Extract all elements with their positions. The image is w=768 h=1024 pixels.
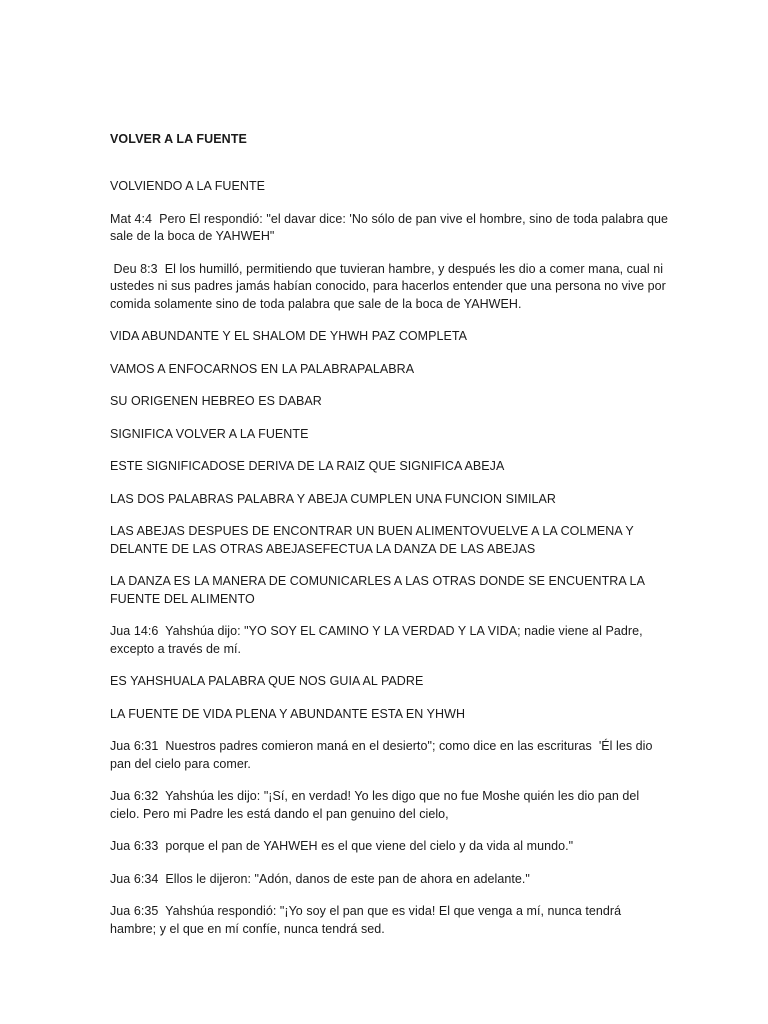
paragraph-jua-6-31: Jua 6:31 Nuestros padres comieron maná en el desierto"; como dice en las escrituras 'Él les dio pan del cielo para comer. <box>110 739 657 771</box>
paragraph-significa: SIGNIFICA VOLVER A LA FUENTE <box>110 426 309 441</box>
paragraph-abejas-colmena: LAS ABEJAS DESPUES DE ENCONTRAR UN BUEN ALIMENTOVUELVE A LA COLMENA Y DELANTE DE LAS OTRAS ABEJASEFECTUA LA DANZA DE LAS ABEJAS <box>110 524 638 556</box>
paragraph-funcion-similar: LAS DOS PALABRAS PALABRA Y ABEJA CUMPLEN UNA FUNCION SIMILAR <box>110 491 556 506</box>
document-title: VOLVER A LA FUENTE <box>110 132 247 146</box>
paragraph-danza: LA DANZA ES LA MANERA DE COMUNICARLES A LAS OTRAS DONDE SE ENCUENTRA LA FUENTE DEL ALIMENTO <box>110 574 648 606</box>
paragraph-raiz-abeja: ESTE SIGNIFICADOSE DERIVA DE LA RAIZ QUE SIGNIFICA ABEJA <box>110 459 505 473</box>
paragraph-jua-6-32: Jua 6:32 Yahshúa les dijo: "¡Sí, en verdad! Yo les digo que no fue Moshe quién les dio pan del cielo. Pero mi Padre les está dando el pan genuino del cielo, <box>110 789 643 821</box>
paragraph-origen-hebreo: SU ORIGENEN HEBREO ES DABAR <box>110 394 322 408</box>
paragraph-jua-6-33: Jua 6:33 porque el pan de YAHWEH es el que viene del cielo y da vida al mundo." <box>110 839 574 853</box>
paragraph-mat-4-4: Mat 4:4 Pero El respondió: "el davar dice: 'No sólo de pan vive el hombre, sino de toda palabra que sale de la boca de YAHWEH" <box>110 211 672 243</box>
paragraph-heading: VOLVIENDO A LA FUENTE <box>110 179 266 193</box>
paragraph-enfocarnos: VAMOS A ENFOCARNOS EN LA PALABRAPALABRA <box>110 361 415 376</box>
paragraph-jua-14-6: Jua 14:6 Yahshúa dijo: "YO SOY EL CAMINO Y LA VERDAD Y LA VIDA; nadie viene al Padre, excepto a través de mí. <box>110 624 647 656</box>
paragraph-fuente-vida: LA FUENTE DE VIDA PLENA Y ABUNDANTE ESTA EN YHWH <box>110 706 466 721</box>
document-page <box>110 130 670 953</box>
paragraph-jua-6-34: Jua 6:34 Ellos le dijeron: "Adón, danos de este pan de ahora en adelante." <box>110 871 530 886</box>
paragraph-jua-6-35: Jua 6:35 Yahshúa respondió: "¡Yo soy el pan que es vida! El que venga a mí, nunca tendrá hambre; y el que en mí confíe, nunca tendrá sed. <box>110 904 625 936</box>
paragraph-yahshua-palabra: ES YAHSHUALA PALABRA QUE NOS GUIA AL PADRE <box>110 674 424 688</box>
paragraph-deu-8-3: Deu 8:3 El los humilló, permitiendo que tuvieran hambre, y después les dio a comer mana, cual ni ustedes ni sus padres jamás habían conocido, para hacerlos entender que una persona no vive por comida solamente sino de toda palabra que sale de la boca de YAHWEH. <box>110 261 670 311</box>
paragraph-vida-abundante: VIDA ABUNDANTE Y EL SHALOM DE YHWH PAZ COMPLETA <box>110 329 468 343</box>
